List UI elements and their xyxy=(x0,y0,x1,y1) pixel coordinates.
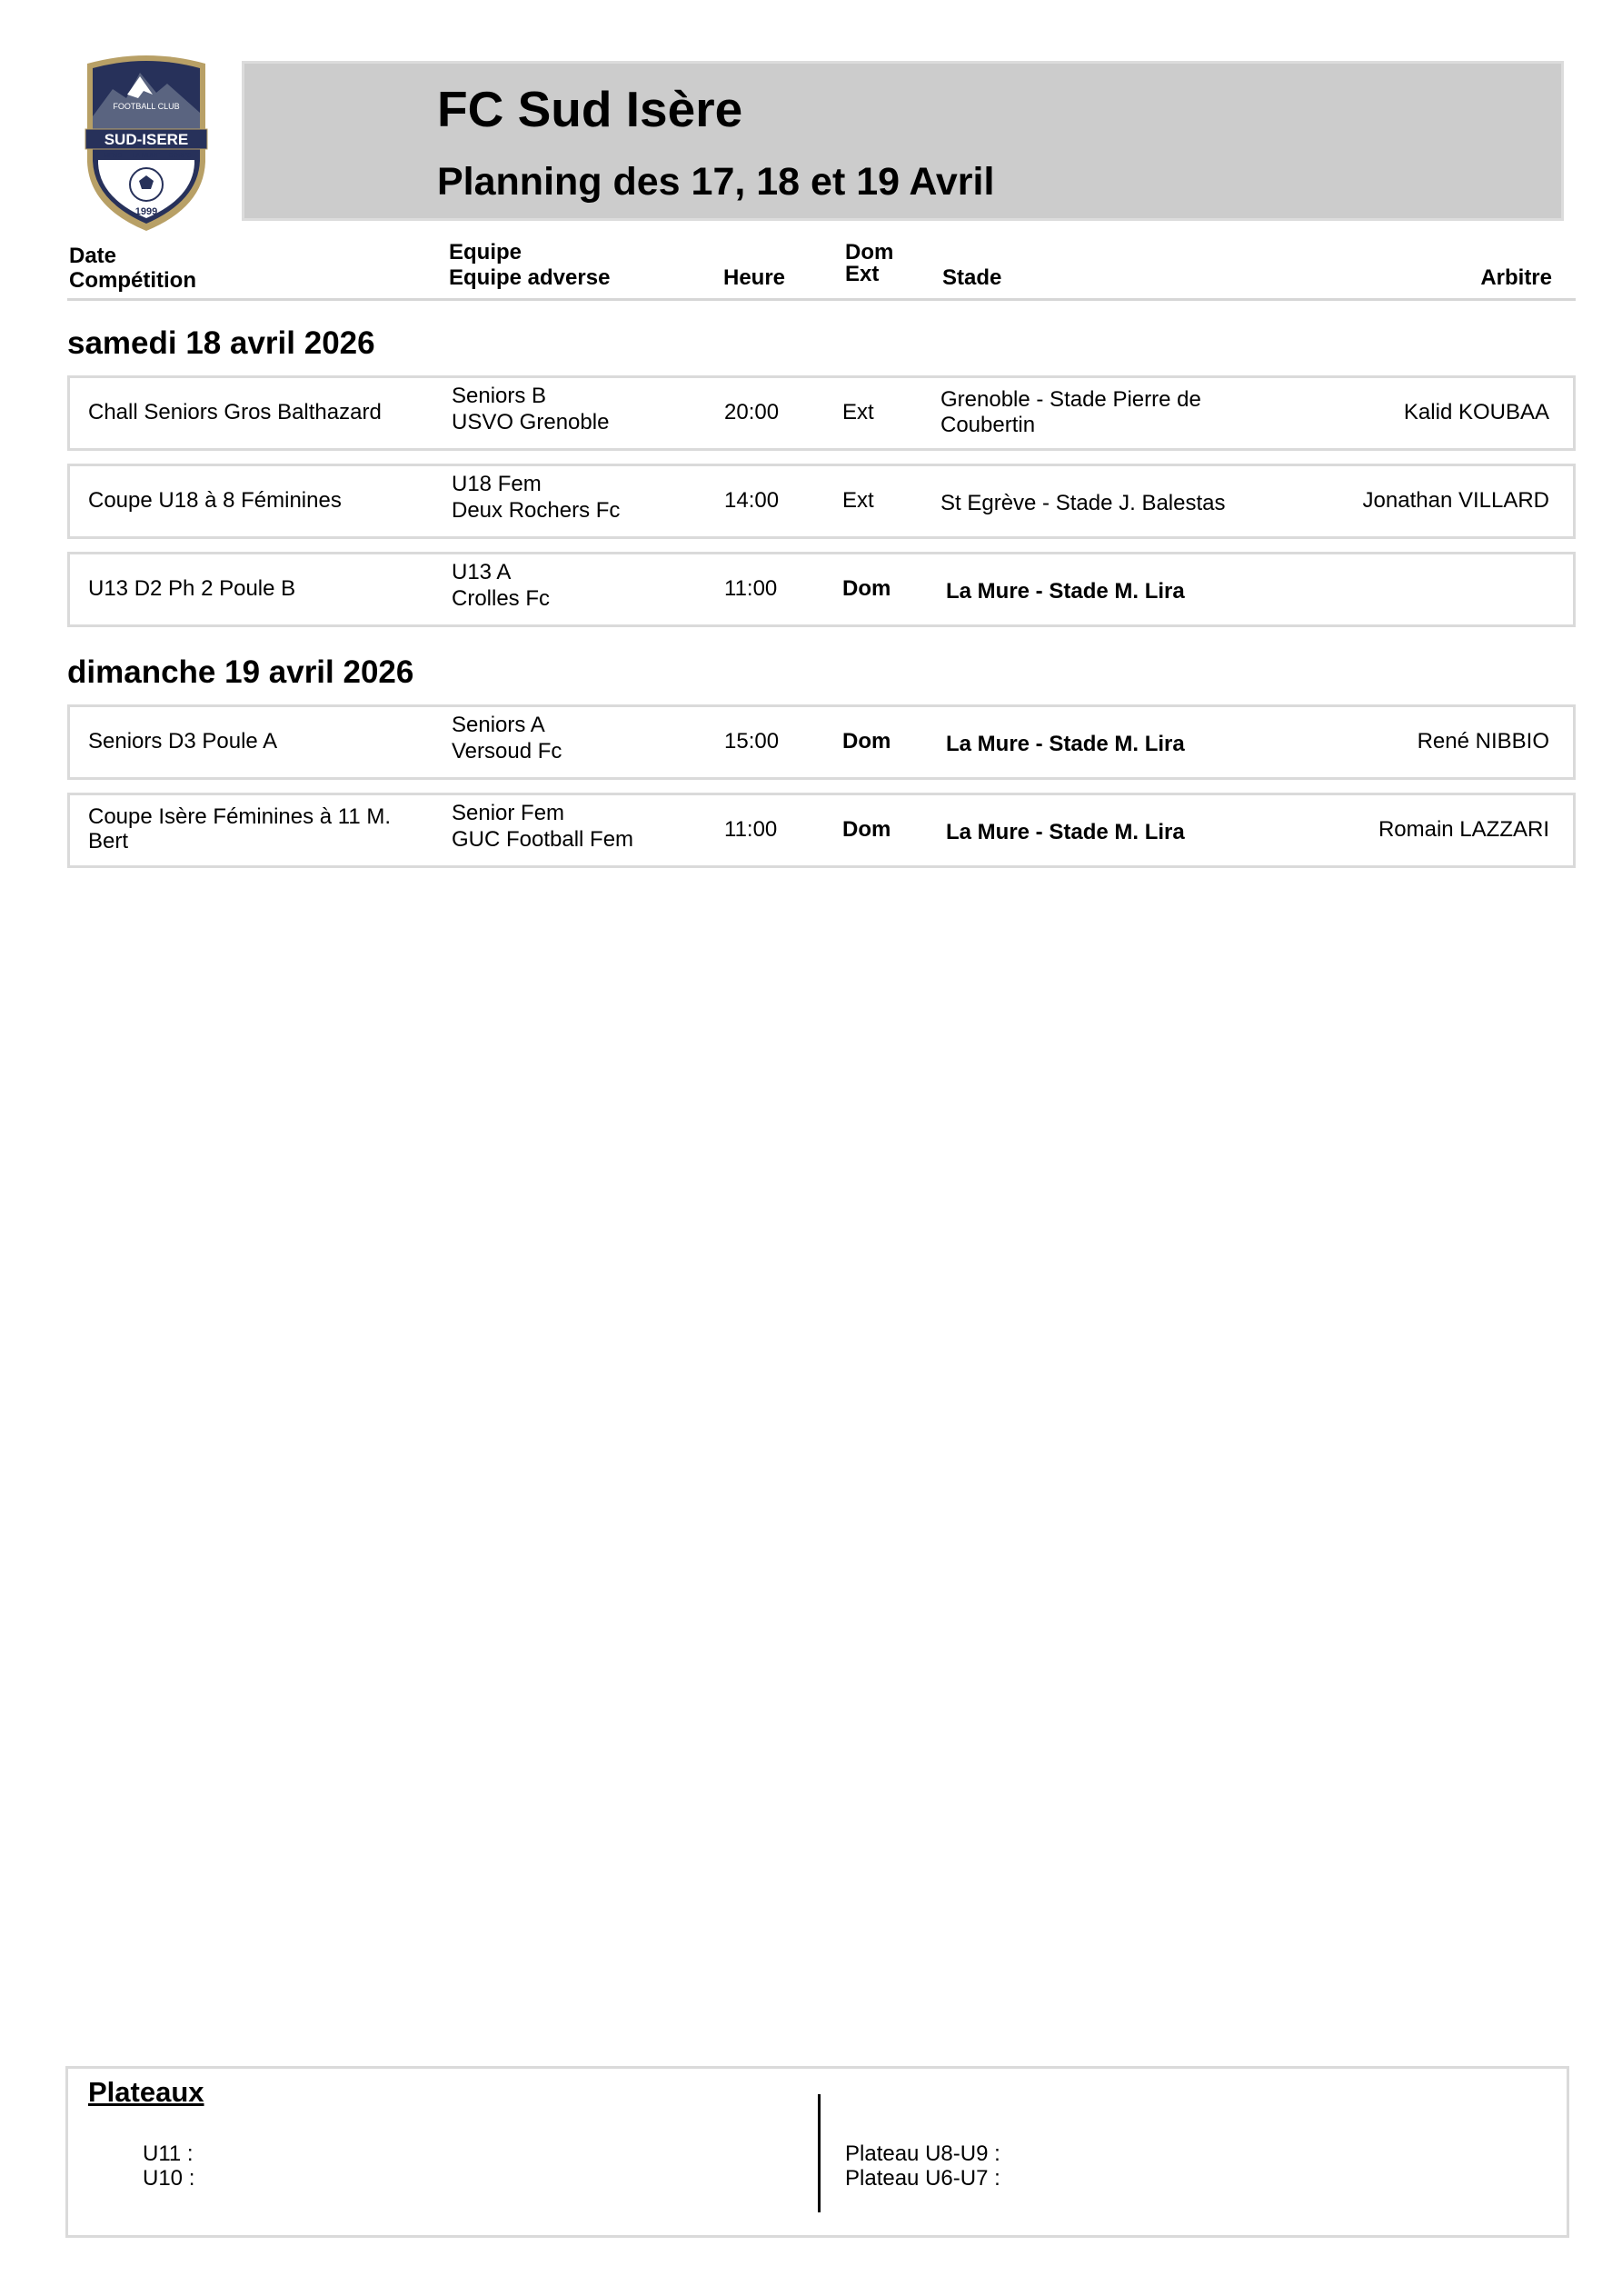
col-arbitre: Arbitre xyxy=(1480,265,1552,290)
match-stade: St Egrève - Stade J. Balestas xyxy=(940,491,1226,515)
col-heure: Heure xyxy=(723,265,786,290)
col-competition: Compétition xyxy=(69,268,196,293)
page-subtitle: Planning des 17, 18 et 19 Avril xyxy=(437,160,995,204)
col-stade: Stade xyxy=(942,265,1002,290)
logo-year: 1999 xyxy=(134,206,158,217)
match-stade: La Mure - Stade M. Lira xyxy=(946,579,1185,604)
match-adverse: GUC Football Fem xyxy=(452,827,634,852)
plateaux-divider xyxy=(818,2094,821,2212)
club-logo xyxy=(76,53,216,235)
match-competition: Coupe Isère Féminines à 11 M. xyxy=(88,804,392,829)
match-row xyxy=(67,464,1576,539)
match-row xyxy=(67,793,1576,868)
match-arbitre: Romain LAZZARI xyxy=(1378,817,1549,842)
column-header xyxy=(67,238,1576,301)
match-equipe: U18 Fem xyxy=(452,472,542,496)
day-title: samedi 18 avril 2026 xyxy=(67,325,375,361)
match-equipe: Seniors A xyxy=(452,713,545,737)
match-domext: Ext xyxy=(842,400,874,424)
match-heure: 15:00 xyxy=(724,729,780,754)
day-title: dimanche 19 avril 2026 xyxy=(67,654,414,690)
match-heure: 11:00 xyxy=(724,576,778,601)
plateau-u6-u7: Plateau U6-U7 : xyxy=(845,2166,1000,2191)
match-row xyxy=(67,552,1576,627)
match-adverse: Crolles Fc xyxy=(452,586,551,611)
plateaux-title: Plateaux xyxy=(88,2076,204,2108)
col-date: Date xyxy=(69,244,117,268)
logo-text-name: SUD-ISERE xyxy=(104,131,189,148)
match-arbitre: Jonathan VILLARD xyxy=(1362,488,1549,513)
match-adverse: Versoud Fc xyxy=(452,739,562,764)
match-competition: Coupe U18 à 8 Féminines xyxy=(88,488,342,513)
col-equipe: Equipe xyxy=(449,240,522,265)
match-stade: Grenoble - Stade Pierre de xyxy=(940,387,1201,412)
match-heure: 14:00 xyxy=(724,488,780,513)
page-title: FC Sud Isère xyxy=(437,81,743,137)
match-competition-line2: Bert xyxy=(88,829,129,854)
match-row xyxy=(67,375,1576,451)
match-domext: Dom xyxy=(842,729,891,754)
header-banner xyxy=(242,61,1564,221)
match-domext: Dom xyxy=(842,576,891,601)
match-heure: 20:00 xyxy=(724,400,780,424)
match-stade-line2: Coubertin xyxy=(940,413,1036,437)
match-adverse: USVO Grenoble xyxy=(452,410,610,434)
match-row xyxy=(67,704,1576,780)
logo-town-2: LA MURE xyxy=(132,153,161,159)
match-stade: La Mure - Stade M. Lira xyxy=(946,820,1185,844)
match-competition: Chall Seniors Gros Balthazard xyxy=(88,400,382,424)
match-competition: U13 D2 Ph 2 Poule B xyxy=(88,576,296,601)
match-equipe: Seniors B xyxy=(452,384,547,408)
match-adverse: Deux Rochers Fc xyxy=(452,498,621,523)
col-equipe-adverse: Equipe adverse xyxy=(449,265,611,290)
plateau-u8-u9: Plateau U8-U9 : xyxy=(845,2141,1000,2166)
logo-town-1: MENS xyxy=(103,153,123,159)
match-heure: 11:00 xyxy=(724,817,778,842)
match-stade: La Mure - Stade M. Lira xyxy=(946,732,1185,756)
match-domext: Ext xyxy=(842,488,874,513)
plateau-u11: U11 : xyxy=(143,2141,194,2166)
logo-text-top: FOOTBALL CLUB xyxy=(113,102,180,111)
col-ext: Ext xyxy=(845,262,880,286)
plateaux-box xyxy=(65,2066,1569,2238)
match-domext: Dom xyxy=(842,817,891,842)
match-equipe: U13 A xyxy=(452,560,512,584)
match-arbitre: Kalid KOUBAA xyxy=(1403,400,1549,424)
match-competition: Seniors D3 Poule A xyxy=(88,729,278,754)
match-arbitre: René NIBBIO xyxy=(1417,729,1549,754)
logo-town-3: CORPS xyxy=(168,153,192,159)
match-equipe: Senior Fem xyxy=(452,801,565,825)
col-dom: Dom xyxy=(845,240,894,265)
plateau-u10: U10 : xyxy=(143,2166,195,2191)
